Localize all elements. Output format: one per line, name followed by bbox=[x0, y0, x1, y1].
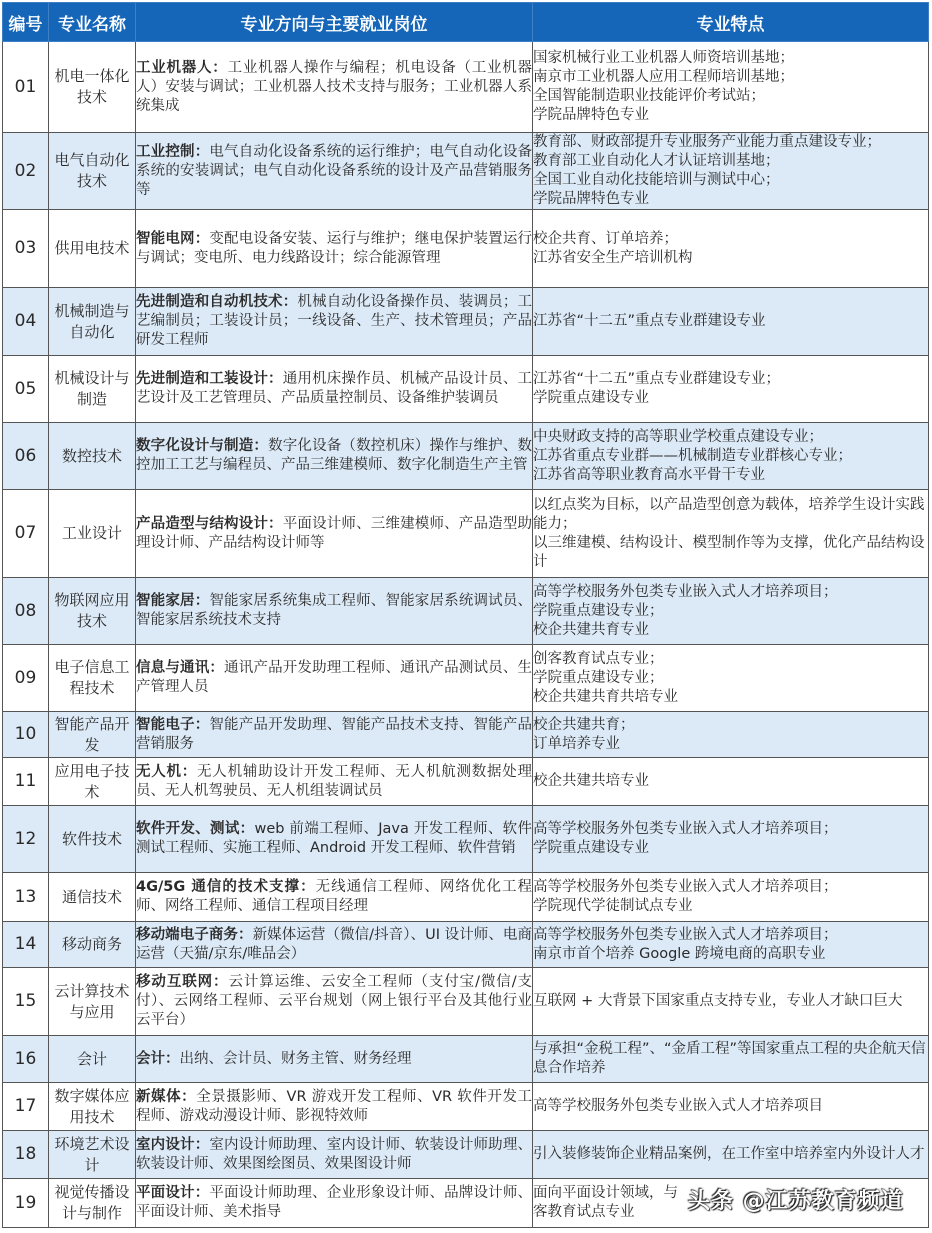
table-row bbox=[3, 1083, 929, 1131]
direction-cell bbox=[136, 288, 533, 356]
table-row bbox=[3, 1036, 929, 1083]
major-name: 机械制造与自动化 bbox=[49, 288, 136, 356]
features-cell bbox=[533, 356, 929, 423]
features-cell bbox=[533, 873, 929, 922]
direction-title: 软件开发、测试： bbox=[136, 821, 255, 837]
major-name: 会计 bbox=[49, 1036, 136, 1083]
major-name: 移动商务 bbox=[49, 922, 136, 968]
direction-body: 无线通信工程师、网络优化工程师、网络工程师、通信工程项目经理 bbox=[136, 879, 533, 914]
features-cell bbox=[533, 968, 929, 1036]
row-number: 05 bbox=[3, 356, 49, 423]
direction-cell bbox=[136, 873, 533, 922]
feature-item: 学院重点建设专业； bbox=[533, 669, 664, 686]
major-name: 环境艺术设计 bbox=[49, 1131, 136, 1179]
feature-item: 面向平面设计领域，与 bbox=[533, 1185, 678, 1201]
features-cell bbox=[533, 645, 929, 712]
feature-item: 高等学校服务外包类专业嵌入式人才培养项目； bbox=[533, 926, 838, 943]
direction-body: 智能产品开发助理、智能产品技术支持、智能产品营销服务 bbox=[136, 716, 533, 752]
feature-item: 客教育试点专业 bbox=[533, 1204, 635, 1220]
feature-item: 学院重点建设专业； bbox=[533, 602, 664, 619]
features-cell bbox=[533, 1036, 929, 1083]
feature-item: 校企共建共育； bbox=[533, 716, 635, 733]
features-cell bbox=[533, 1131, 929, 1179]
major-name: 机电一体化技术 bbox=[49, 42, 136, 133]
direction-body: 变配电设备安装、运行与维护；继电保护装置运行与调试；变电所、电力线路设计；综合能源管理 bbox=[136, 230, 533, 266]
major-name: 工业设计 bbox=[49, 490, 136, 578]
direction-body: 智能家居系统集成工程师、智能家居系统调试员、智能家居系统技术支持 bbox=[136, 593, 533, 628]
feature-item: 学院现代学徒制试点专业 bbox=[533, 898, 693, 914]
table-row bbox=[3, 490, 929, 578]
direction-cell bbox=[136, 712, 533, 758]
table-row bbox=[3, 758, 929, 806]
features-cell bbox=[533, 922, 929, 968]
direction-cell bbox=[136, 806, 533, 873]
direction-cell bbox=[136, 922, 533, 968]
table-row bbox=[3, 873, 929, 922]
major-name: 数控技术 bbox=[49, 423, 136, 490]
features-cell bbox=[533, 1083, 929, 1131]
direction-cell bbox=[136, 645, 533, 712]
features-cell bbox=[533, 133, 929, 210]
direction-body: 平面设计师、三维建模师、产品造型助理设计师、产品结构设计师等 bbox=[136, 515, 533, 551]
direction-cell bbox=[136, 356, 533, 423]
feature-item: 互联网 + 大背景下国家重点支持专业，专业人才缺口巨大 bbox=[533, 993, 903, 1009]
major-name: 电子信息工程技术 bbox=[49, 645, 136, 712]
feature-item: 校企共建共培专业 bbox=[533, 773, 649, 789]
row-number: 14 bbox=[3, 922, 49, 968]
feature-item: 江苏省高等职业教育高水平骨干专业 bbox=[533, 466, 765, 483]
row-number: 01 bbox=[3, 42, 49, 133]
feature-item: 校企共育、订单培养； bbox=[533, 230, 678, 247]
direction-cell bbox=[136, 42, 533, 133]
direction-cell bbox=[136, 1083, 533, 1131]
majors-table bbox=[2, 2, 929, 1228]
feature-item: 江苏省重点专业群——机械制造专业群核心专业； bbox=[533, 447, 852, 464]
direction-body: 室内设计师助理、室内设计师、软装设计师助理、软装设计师、效果图绘图员、效果图设计师 bbox=[136, 1136, 533, 1172]
direction-cell bbox=[136, 423, 533, 490]
table-row bbox=[3, 806, 929, 873]
features-cell bbox=[533, 288, 929, 356]
direction-cell bbox=[136, 1131, 533, 1179]
row-number: 08 bbox=[3, 578, 49, 645]
feature-item: 以红点奖为目标，以产品造型创意为载体，培养学生设计实践能力； bbox=[533, 496, 925, 532]
direction-title: 智能家居： bbox=[136, 593, 210, 609]
header-direction: 专业方向与主要就业岗位 bbox=[136, 3, 533, 42]
direction-title: 4G/5G 通信的技术支撑： bbox=[136, 879, 316, 895]
table-row bbox=[3, 1131, 929, 1179]
feature-item: 高等学校服务外包类专业嵌入式人才培养项目； bbox=[533, 583, 838, 600]
major-name: 电气自动化技术 bbox=[49, 133, 136, 210]
row-number: 10 bbox=[3, 712, 49, 758]
direction-cell bbox=[136, 578, 533, 645]
major-name: 供用电技术 bbox=[49, 210, 136, 288]
direction-title: 智能电网： bbox=[136, 230, 210, 247]
feature-item: 江苏省安全生产培训机构 bbox=[533, 249, 693, 266]
features-cell bbox=[533, 210, 929, 288]
row-number: 09 bbox=[3, 645, 49, 712]
table-body bbox=[3, 42, 929, 1228]
feature-item: 教育部、财政部提升专业服务产业能力重点建设专业； bbox=[533, 134, 881, 150]
direction-title: 先进制造和自动机技术： bbox=[136, 294, 298, 310]
row-number: 15 bbox=[3, 968, 49, 1036]
features-cell bbox=[533, 423, 929, 490]
direction-title: 信息与通讯： bbox=[136, 660, 225, 676]
feature-item: 学院重点建设专业 bbox=[533, 390, 649, 406]
table-row bbox=[3, 423, 929, 490]
direction-body: 无人机辅助设计开发工程师、无人机航测数据处理员、无人机驾驶员、无人机组装调试员 bbox=[136, 763, 533, 799]
direction-cell bbox=[136, 210, 533, 288]
direction-body: 数字化设备（数控机床）操作与维护、数控加工工艺与编程员、产品三维建模师、数字化制造生产主管 bbox=[136, 438, 533, 473]
features-cell bbox=[533, 42, 929, 133]
major-name: 物联网应用技术 bbox=[49, 578, 136, 645]
feature-item: 学院品牌特色专业 bbox=[533, 107, 649, 123]
row-number: 17 bbox=[3, 1083, 49, 1131]
direction-title: 工业机器人： bbox=[136, 59, 228, 76]
direction-title: 移动端电子商务： bbox=[136, 926, 253, 943]
direction-body: 机械自动化设备操作员、装调员；工艺编制员；工装设计员；一线设备、生产、技术管理员；产品研发工程师 bbox=[136, 294, 533, 348]
features-cell bbox=[533, 758, 929, 806]
table-row bbox=[3, 712, 929, 758]
table-row bbox=[3, 645, 929, 712]
direction-title: 产品造型与结构设计： bbox=[136, 515, 283, 532]
table-row bbox=[3, 968, 929, 1036]
direction-title: 智能电子： bbox=[136, 716, 210, 733]
table-row bbox=[3, 42, 929, 133]
direction-body: 出纳、会计员、财务主管、财务经理 bbox=[179, 1050, 412, 1067]
feature-item: 南京市工业机器人应用工程师培训基地； bbox=[533, 69, 794, 85]
direction-body: 通用机床操作员、机械产品设计员、工艺设计及工艺管理员、产品质量控制员、设备维护装调员 bbox=[136, 371, 533, 406]
row-number: 02 bbox=[3, 133, 49, 210]
direction-title: 新媒体： bbox=[136, 1088, 197, 1105]
feature-item: 引入装修装饰企业精品案例，在工作室中培养室内外设计人才 bbox=[533, 1146, 925, 1162]
header-major-name: 专业名称 bbox=[49, 3, 136, 42]
direction-cell bbox=[136, 1036, 533, 1083]
direction-body: 平面设计师助理、企业形象设计师、品牌设计师、平面设计师、美术指导 bbox=[136, 1185, 533, 1220]
direction-title: 无人机： bbox=[136, 763, 198, 780]
feature-item: 全国工业自动化技能培训与测试中心； bbox=[533, 172, 780, 188]
row-number: 19 bbox=[3, 1179, 49, 1228]
feature-item: 南京市首个培养 Google 跨境电商的高职专业 bbox=[533, 945, 826, 962]
features-cell bbox=[533, 490, 929, 578]
direction-title: 移动互联网： bbox=[136, 974, 229, 990]
feature-item: 全国智能制造职业技能评价考试站； bbox=[533, 88, 765, 104]
major-name: 通信技术 bbox=[49, 873, 136, 922]
feature-item: 江苏省“十二五”重点专业群建设专业； bbox=[533, 371, 781, 387]
table-row bbox=[3, 133, 929, 210]
row-number: 03 bbox=[3, 210, 49, 288]
row-number: 16 bbox=[3, 1036, 49, 1083]
feature-item: 以三维建模、结构设计、模型制作等为支撑，优化产品结构设计 bbox=[533, 534, 925, 570]
major-name: 应用电子技术 bbox=[49, 758, 136, 806]
direction-title: 先进制造和工装设计： bbox=[136, 371, 283, 387]
features-cell bbox=[533, 806, 929, 873]
direction-cell bbox=[136, 758, 533, 806]
feature-item: 学院品牌特色专业 bbox=[533, 191, 649, 207]
table-header-row bbox=[3, 3, 929, 42]
direction-cell bbox=[136, 968, 533, 1036]
direction-body: 云计算运维、云安全工程师（支付宝/微信/支付）、云网络工程师、云平台规划（网上银行平台及其他行业云平台） bbox=[136, 974, 532, 1028]
features-cell bbox=[533, 578, 929, 645]
direction-cell bbox=[136, 1179, 533, 1228]
feature-item: 高等学校服务外包类专业嵌入式人才培养项目； bbox=[533, 879, 838, 895]
direction-body: 通讯产品开发助理工程师、通讯产品测试员、生产管理人员 bbox=[136, 660, 533, 695]
feature-item: 高等学校服务外包类专业嵌入式人才培养项目 bbox=[533, 1098, 823, 1114]
table-row bbox=[3, 288, 929, 356]
major-name: 软件技术 bbox=[49, 806, 136, 873]
header-features: 专业特点 bbox=[533, 3, 929, 42]
watermark: 头条 @江苏教育频道 bbox=[688, 1189, 904, 1214]
major-name: 机械设计与制造 bbox=[49, 356, 136, 423]
direction-title: 工业控制： bbox=[136, 143, 210, 160]
feature-item: 教育部工业自动化人才认证培训基地； bbox=[533, 153, 780, 169]
table-row bbox=[3, 356, 929, 423]
direction-title: 数字化设计与制造： bbox=[136, 438, 269, 454]
feature-item: 与承担“金税工程”、“金盾工程”等国家重点工程的央企航天信息合作培养 bbox=[533, 1041, 926, 1076]
direction-body: 工业机器人操作与编程；机电设备（工业机器人）安装与调试；工业机器人技术支持与服务；工业机器人系统集成 bbox=[136, 59, 533, 114]
header-number: 编号 bbox=[3, 3, 49, 42]
feature-item: 高等学校服务外包类专业嵌入式人才培养项目； bbox=[533, 821, 838, 837]
major-name: 视觉传播设计与制作 bbox=[49, 1179, 136, 1228]
direction-cell bbox=[136, 133, 533, 210]
direction-cell bbox=[136, 490, 533, 578]
major-name: 智能产品开发 bbox=[49, 712, 136, 758]
feature-item: 订单培养专业 bbox=[533, 735, 620, 752]
table-row bbox=[3, 210, 929, 288]
feature-item: 校企共建共育共培专业 bbox=[533, 688, 678, 705]
feature-item: 国家机械行业工业机器人师资培训基地； bbox=[533, 50, 794, 66]
row-number: 06 bbox=[3, 423, 49, 490]
direction-title: 平面设计： bbox=[136, 1185, 210, 1201]
direction-title: 会计： bbox=[136, 1050, 180, 1067]
row-number: 12 bbox=[3, 806, 49, 873]
table-row bbox=[3, 922, 929, 968]
table-row bbox=[3, 578, 929, 645]
direction-body: 电气自动化设备系统的运行维护；电气自动化设备系统的安装调试；电气自动化设备系统的设计及产品营销服务等 bbox=[136, 143, 533, 198]
direction-body: 新媒体运营（微信/抖音）、UI 设计师、电商运营（天猫/京东/唯品会） bbox=[136, 926, 533, 962]
feature-item: 中央财政支持的高等职业学校重点建设专业； bbox=[533, 428, 823, 445]
major-name: 数字媒体应用技术 bbox=[49, 1083, 136, 1131]
feature-item: 校企共建共育专业 bbox=[533, 621, 649, 638]
features-cell bbox=[533, 712, 929, 758]
row-number: 07 bbox=[3, 490, 49, 578]
feature-item: 创客教育试点专业； bbox=[533, 650, 664, 667]
row-number: 04 bbox=[3, 288, 49, 356]
major-name: 云计算技术与应用 bbox=[49, 968, 136, 1036]
feature-item: 学院重点建设专业 bbox=[533, 840, 649, 856]
direction-body: 全景摄影师、VR 游戏开发工程师、VR 软件开发工程师、游戏动漫设计师、影视特效师 bbox=[136, 1088, 532, 1124]
row-number: 13 bbox=[3, 873, 49, 922]
row-number: 11 bbox=[3, 758, 49, 806]
feature-item: 江苏省“十二五”重点专业群建设专业 bbox=[533, 313, 766, 329]
direction-title: 室内设计： bbox=[136, 1136, 210, 1153]
row-number: 18 bbox=[3, 1131, 49, 1179]
direction-body: web 前端工程师、Java 开发工程师、软件测试工程师、实施工程师、Android 开发工程师、软件营销 bbox=[136, 821, 532, 856]
